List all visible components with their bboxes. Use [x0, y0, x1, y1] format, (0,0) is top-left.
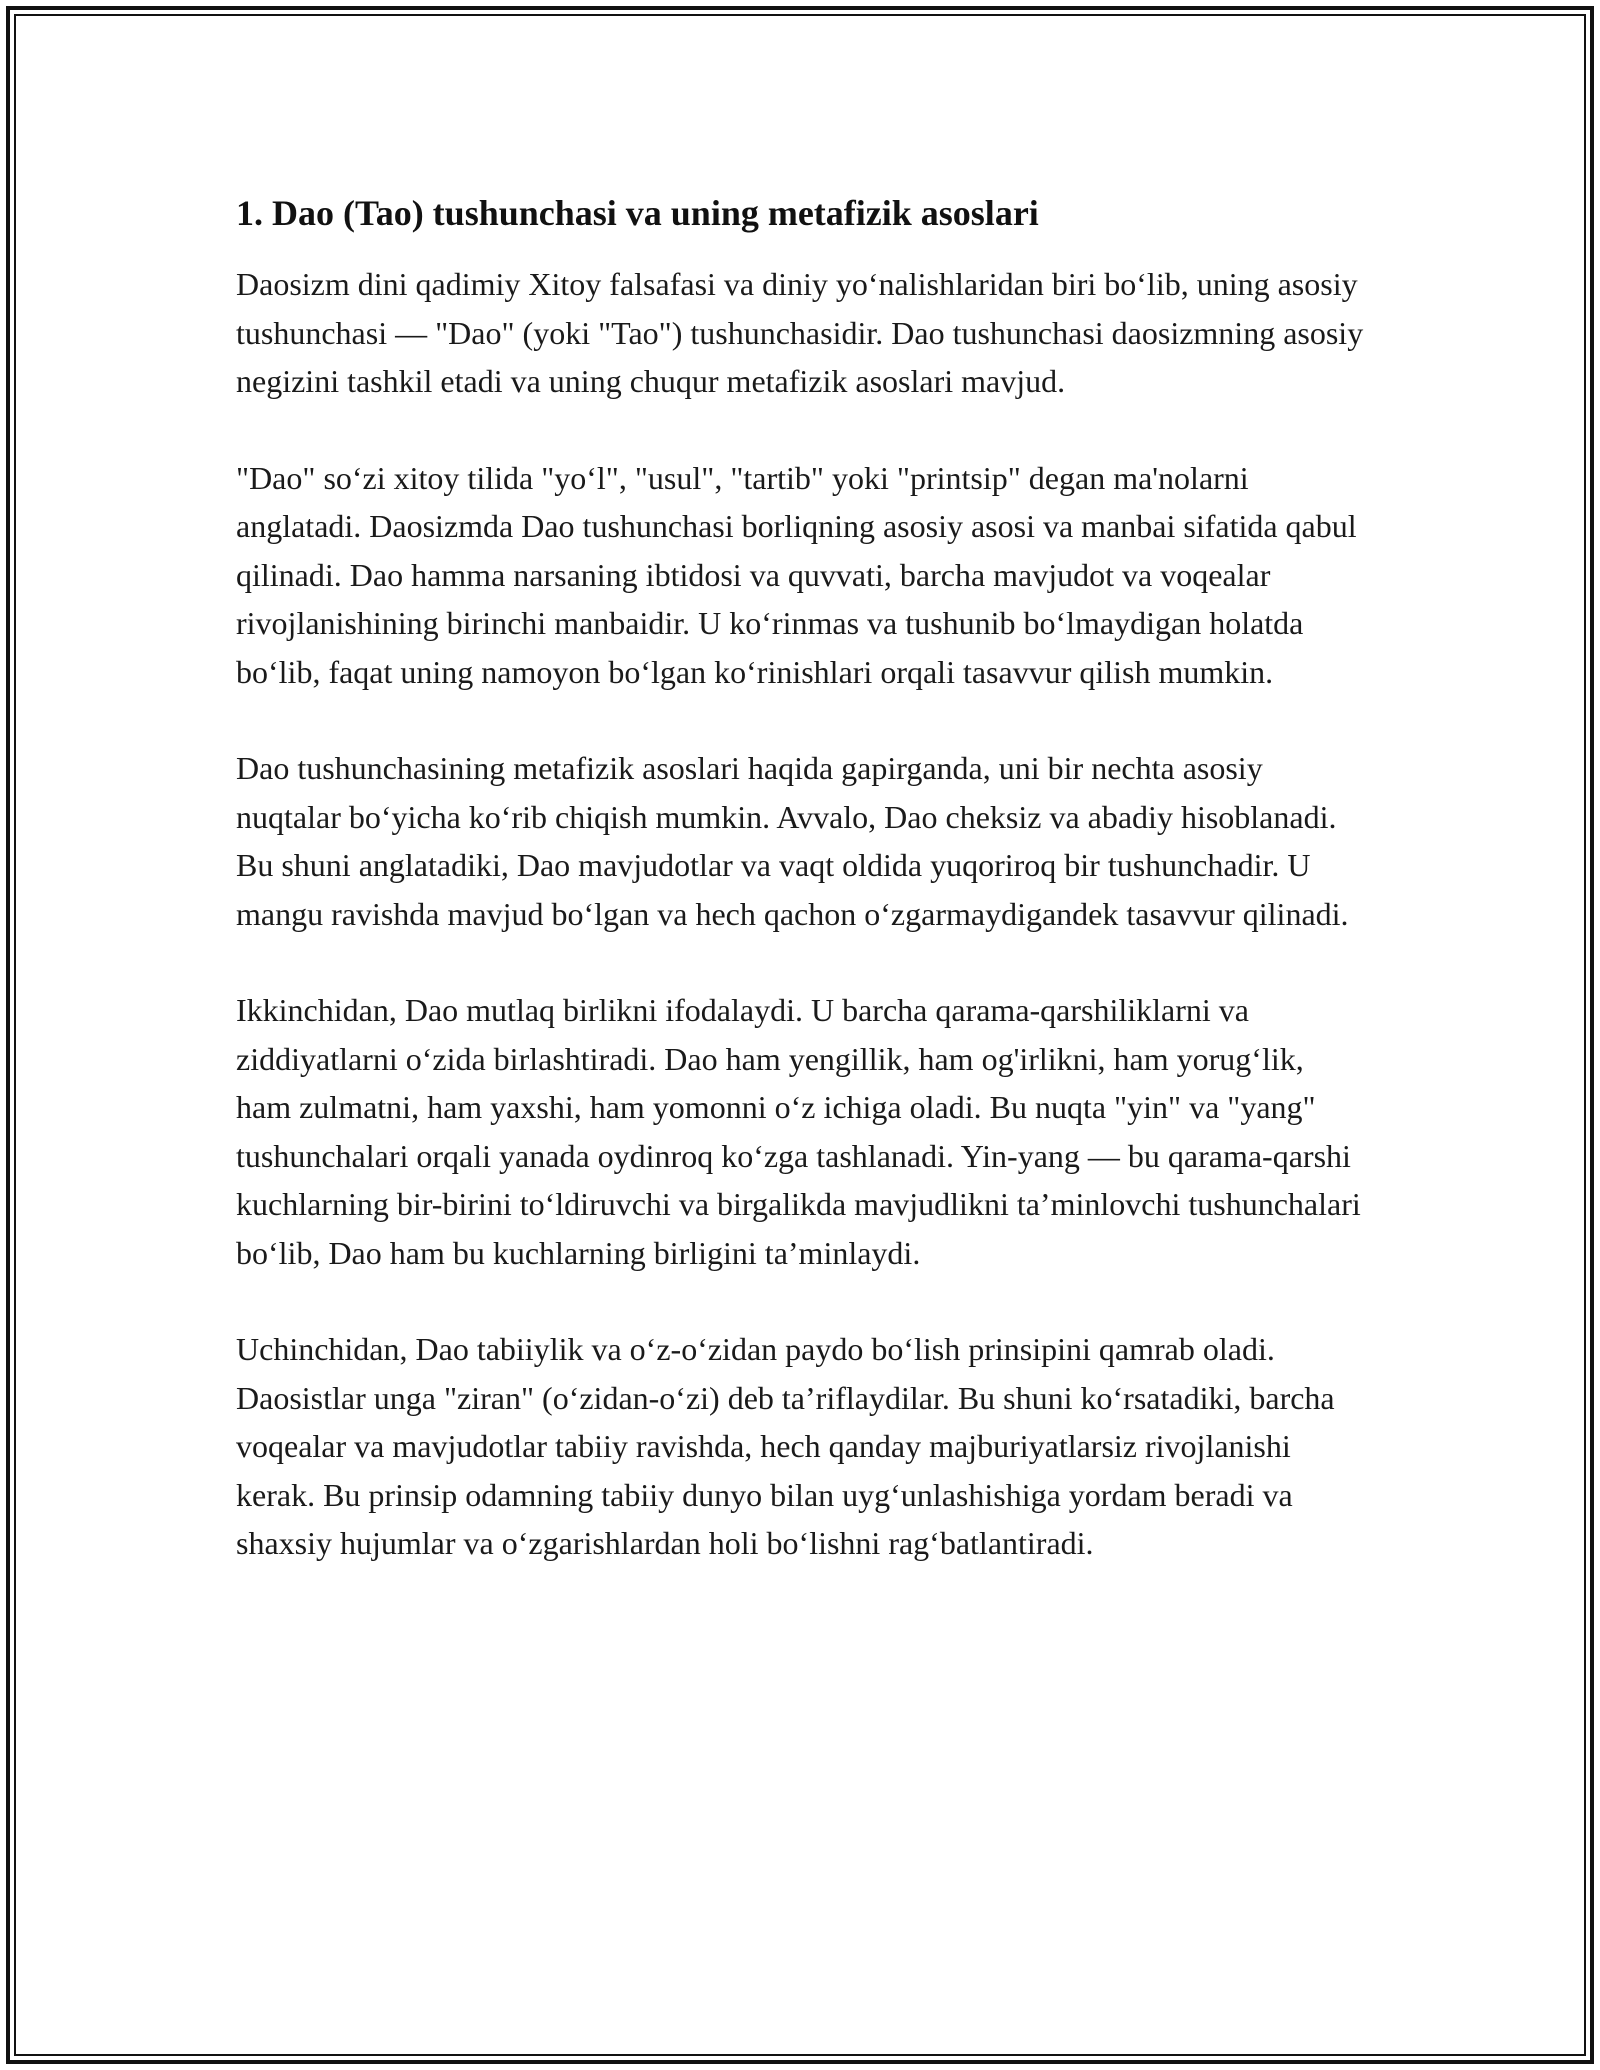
paragraph-dao-meaning: "Dao" so‘zi xitoy tilida "yo‘l", "usul", "tartib" yoki "printsip" degan ma'nolarni anglatadi. Daosizmda Dao tushunchasi borliqning asosiy asosi va manbai sifatida qabul qilinadi. Dao hamma narsaning ibtidosi va quvvati, barcha mavjudot va voqealar rivojlanishining birinchi manbaidir. U ko‘rinmas va tushunib bo‘lmaydigan holatda bo‘lib, faqat uning namoyon bo‘lgan ko‘rinishlari orqali tasavvur qilish mumkin.: [236, 459, 1357, 690]
paragraph-intro: Daosizm dini qadimiy Xitoy falsafasi va diniy yo‘nalishlaridan biri bo‘lib, uning asosiy tushunchasi — "Dao" (yoki "Tao") tushunchasidir. Dao tushunchasi daosizmning asosiy negizini tashkil etadi va uning chuqur metafizik asoslari mavjud.: [236, 266, 1364, 399]
paragraph-absolute-unity: Ikkinchidan, Dao mutlaq birlikni ifodalaydi. U barcha qarama-qarshiliklarni va ziddiyatlarni o‘zida birlashtiradi. Dao ham yengillik, ham og'irlikni, ham yorug‘lik, ham zulmatni, ham yaxshi, ham yomonni o‘z ichiga oladi. Bu nuqta "yin" va "yang" tushunchalari orqali yanada oydinroq ko‘zga tashlanadi. Yin-yang — bu qarama-qarshi kuchlarning bir-birini to‘ldiruvchi va birgalikda mavjudlikni ta’minlovchi tushunchalari bo‘lib, Dao ham bu kuchlarning birligini ta’minlaydi.: [236, 992, 1361, 1271]
document-body: [236, 186, 1366, 1616]
paragraph-metaphysical-foundations: Dao tushunchasining metafizik asoslari haqida gapirganda, uni bir nechta asosiy nuqtalar bo‘yicha ko‘rib chiqish mumkin. Avvalo, Dao cheksiz va abadiy hisoblanadi. Bu shuni anglatadiki, Dao mavjudotlar va vaqt oldida yuqoriroq bir tushunchadir. U mangu ravishda mavjud bo‘lgan va hech qachon o‘zgarmaydigandek tasavvur qilinadi.: [236, 750, 1349, 932]
section-title: 1. Dao (Tao) tushunchasi va uning metafizik asoslari: [236, 193, 1039, 233]
paragraph-naturalness: Uchinchidan, Dao tabiiylik va o‘z-o‘zidan paydo bo‘lish prinsipini qamrab oladi. Daosistlar unga "ziran" (o‘zidan-o‘zi) deb ta’riflaydilar. Bu shuni ko‘rsatadiki, barcha voqealar va mavjudotlar tabiiy ravishda, hech qanday majburiyatlarsiz rivojlanishi kerak. Bu prinsip odamning tabiiy dunyo bilan uyg‘unlashishiga yordam beradi va shaxsiy hujumlar va o‘zgarishlardan holi bo‘lishni rag‘batlantiradi.: [236, 1331, 1335, 1561]
